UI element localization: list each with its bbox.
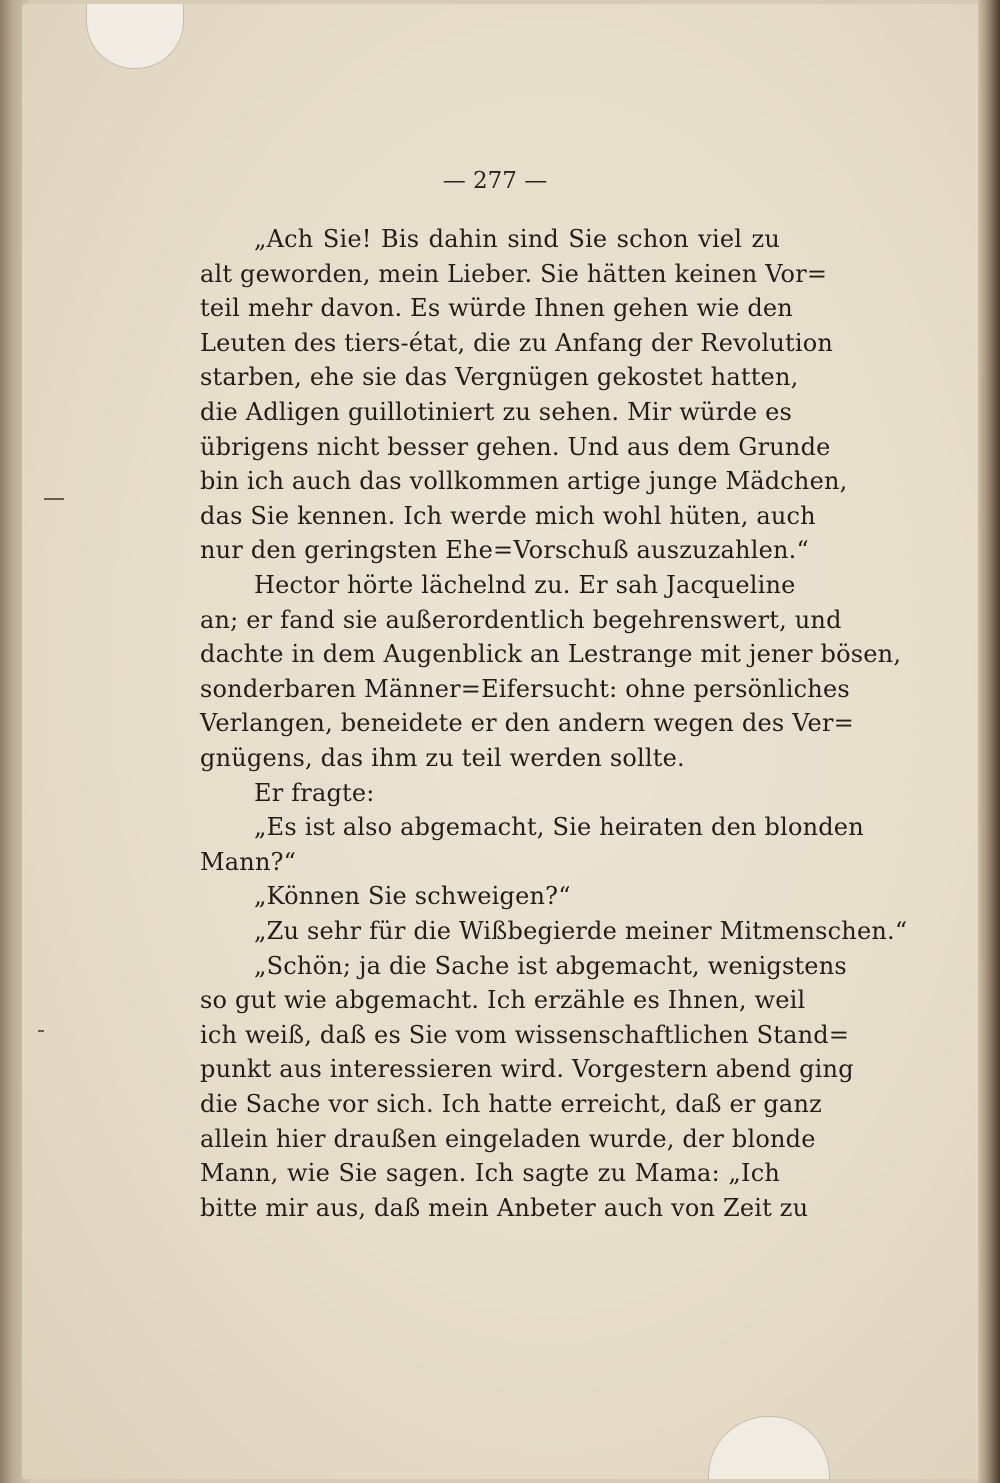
margin-mark	[38, 1030, 44, 1032]
tape-strip-bottom	[708, 1416, 830, 1479]
text-line: die Sache vor sich. Ich hatte erreicht, daß er ganz	[200, 1090, 822, 1118]
margin-mark	[44, 498, 64, 500]
scan-border-right	[978, 0, 1000, 1483]
text-line: Leuten des tiers-état, die zu Anfang der Revolution	[200, 328, 834, 357]
text-line: gnügens, das ihm zu teil werden sollte.	[200, 744, 685, 772]
text-line: „Zu sehr für die Wißbegierde meiner Mitmenschen.“	[254, 917, 908, 945]
text-line: Verlangen, beneidete er den andern wegen des Ver=	[200, 709, 854, 738]
page-number: — 277 —	[442, 168, 548, 194]
text-line: sonderbaren Männer=Eifersucht: ohne persönliches	[200, 674, 850, 703]
text-line: „Schön; ja die Sache ist abgemacht, wenigstens	[254, 951, 847, 980]
text-line: „Es ist also abgemacht, Sie heiraten den blonden	[254, 813, 864, 842]
text-line: alt geworden, mein Lieber. Sie hätten keinen Vor=	[200, 259, 828, 288]
text-line: das Sie kennen. Ich werde mich wohl hüten, auch	[200, 501, 816, 530]
text-line: bin ich auch das vollkommen artige junge Mädchen,	[200, 467, 848, 496]
text-line: bitte mir aus, daß mein Anbeter auch von Zeit zu	[200, 1193, 809, 1222]
text-line: starben, ehe sie das Vergnügen gekostet hatten,	[200, 363, 799, 392]
text-line: punkt aus interessieren wird. Vorgestern abend ging	[200, 1055, 854, 1084]
text-line: allein hier draußen eingeladen wurde, der blonde	[200, 1124, 816, 1153]
text-line: dachte in dem Augenblick an Lestrange mit jener bösen,	[200, 640, 902, 669]
text-line: übrigens nicht besser gehen. Und aus dem Grunde	[200, 432, 831, 461]
tape-strip-top	[86, 4, 184, 69]
text-line: „Ach Sie! Bis dahin sind Sie schon viel zu	[254, 225, 780, 253]
text-line: Mann, wie Sie sagen. Ich sagte zu Mama: „Ich	[200, 1159, 780, 1188]
text-line: Mann?“	[200, 847, 297, 876]
text-line: nur den geringsten Ehe=Vorschuß auszuzahlen.“	[200, 536, 809, 565]
text-line: teil mehr davon. Es würde Ihnen gehen wie den	[200, 294, 793, 323]
text-line: die Adligen guillotiniert zu sehen. Mir würde es	[200, 398, 793, 426]
text-line: Er fragte:	[254, 778, 375, 807]
text-line: „Können Sie schweigen?“	[254, 882, 571, 911]
text-line: Hector hörte lächelnd zu. Er sah Jacqueline	[254, 571, 796, 599]
text-line: ich weiß, daß es Sie vom wissenschaftlichen Stand=	[200, 1020, 850, 1049]
text-line: so gut wie abgemacht. Ich erzähle es Ihnen, weil	[200, 986, 806, 1015]
text-line: an; er fand sie außerordentlich begehrenswert, und	[200, 605, 842, 634]
